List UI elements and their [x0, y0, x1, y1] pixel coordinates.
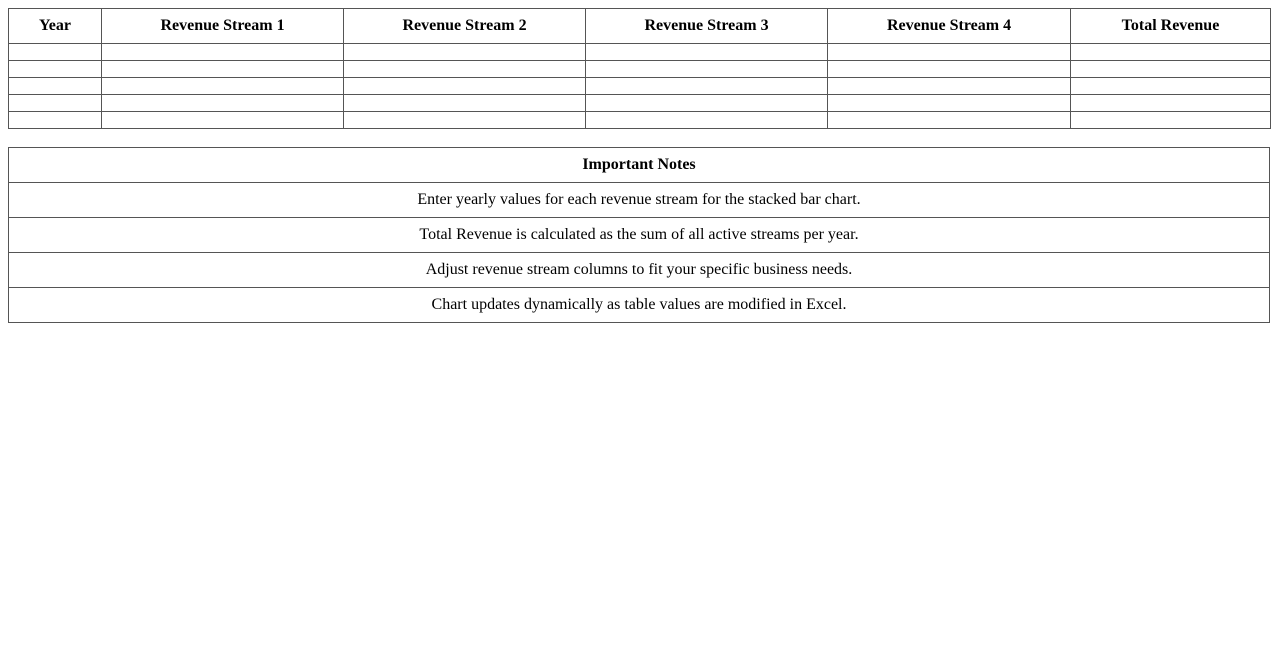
header-year: Year [9, 9, 102, 44]
cell-revenue-stream-2[interactable] [344, 61, 586, 78]
cell-year[interactable] [9, 78, 102, 95]
header-revenue-stream-3: Revenue Stream 3 [586, 9, 828, 44]
cell-revenue-stream-4[interactable] [828, 112, 1071, 129]
list-item [9, 288, 1270, 323]
cell-revenue-stream-4[interactable] [828, 44, 1071, 61]
notes-title: Important Notes [9, 148, 1270, 183]
cell-revenue-stream-1[interactable] [102, 112, 344, 129]
cell-revenue-stream-4[interactable] [828, 95, 1071, 112]
cell-revenue-stream-4[interactable] [828, 61, 1071, 78]
cell-revenue-stream-3[interactable] [586, 112, 828, 129]
cell-revenue-stream-3[interactable] [586, 61, 828, 78]
list-item [9, 253, 1270, 288]
cell-total-revenue[interactable] [1071, 78, 1271, 95]
cell-revenue-stream-1[interactable] [102, 78, 344, 95]
cell-year[interactable] [9, 112, 102, 129]
header-revenue-stream-2: Revenue Stream 2 [344, 9, 586, 44]
notes-header-row [9, 148, 1270, 183]
cell-revenue-stream-2[interactable] [344, 44, 586, 61]
header-revenue-stream-4: Revenue Stream 4 [828, 9, 1071, 44]
page-content [8, 8, 1270, 323]
cell-revenue-stream-2[interactable] [344, 95, 586, 112]
table-row [9, 95, 1271, 112]
notes-table [8, 147, 1270, 323]
table-row [9, 61, 1271, 78]
cell-total-revenue[interactable] [1071, 112, 1271, 129]
cell-revenue-stream-1[interactable] [102, 61, 344, 78]
header-total-revenue: Total Revenue [1071, 9, 1271, 44]
table-row [9, 44, 1271, 61]
cell-year[interactable] [9, 44, 102, 61]
list-item [9, 218, 1270, 253]
cell-total-revenue[interactable] [1071, 61, 1271, 78]
cell-revenue-stream-4[interactable] [828, 78, 1071, 95]
table-row [9, 78, 1271, 95]
note-text: Adjust revenue stream columns to fit your specific business needs. [9, 253, 1270, 288]
cell-revenue-stream-1[interactable] [102, 95, 344, 112]
note-text: Chart updates dynamically as table values are modified in Excel. [9, 288, 1270, 323]
table-row [9, 112, 1271, 129]
list-item [9, 183, 1270, 218]
note-text: Enter yearly values for each revenue stream for the stacked bar chart. [9, 183, 1270, 218]
cell-total-revenue[interactable] [1071, 44, 1271, 61]
cell-revenue-stream-2[interactable] [344, 112, 586, 129]
cell-year[interactable] [9, 95, 102, 112]
cell-revenue-stream-3[interactable] [586, 95, 828, 112]
cell-revenue-stream-3[interactable] [586, 44, 828, 61]
cell-revenue-stream-2[interactable] [344, 78, 586, 95]
revenue-table [8, 8, 1271, 129]
header-revenue-stream-1: Revenue Stream 1 [102, 9, 344, 44]
cell-year[interactable] [9, 61, 102, 78]
cell-total-revenue[interactable] [1071, 95, 1271, 112]
revenue-table-header-row [9, 9, 1271, 44]
note-text: Total Revenue is calculated as the sum of all active streams per year. [9, 218, 1270, 253]
cell-revenue-stream-1[interactable] [102, 44, 344, 61]
cell-revenue-stream-3[interactable] [586, 78, 828, 95]
